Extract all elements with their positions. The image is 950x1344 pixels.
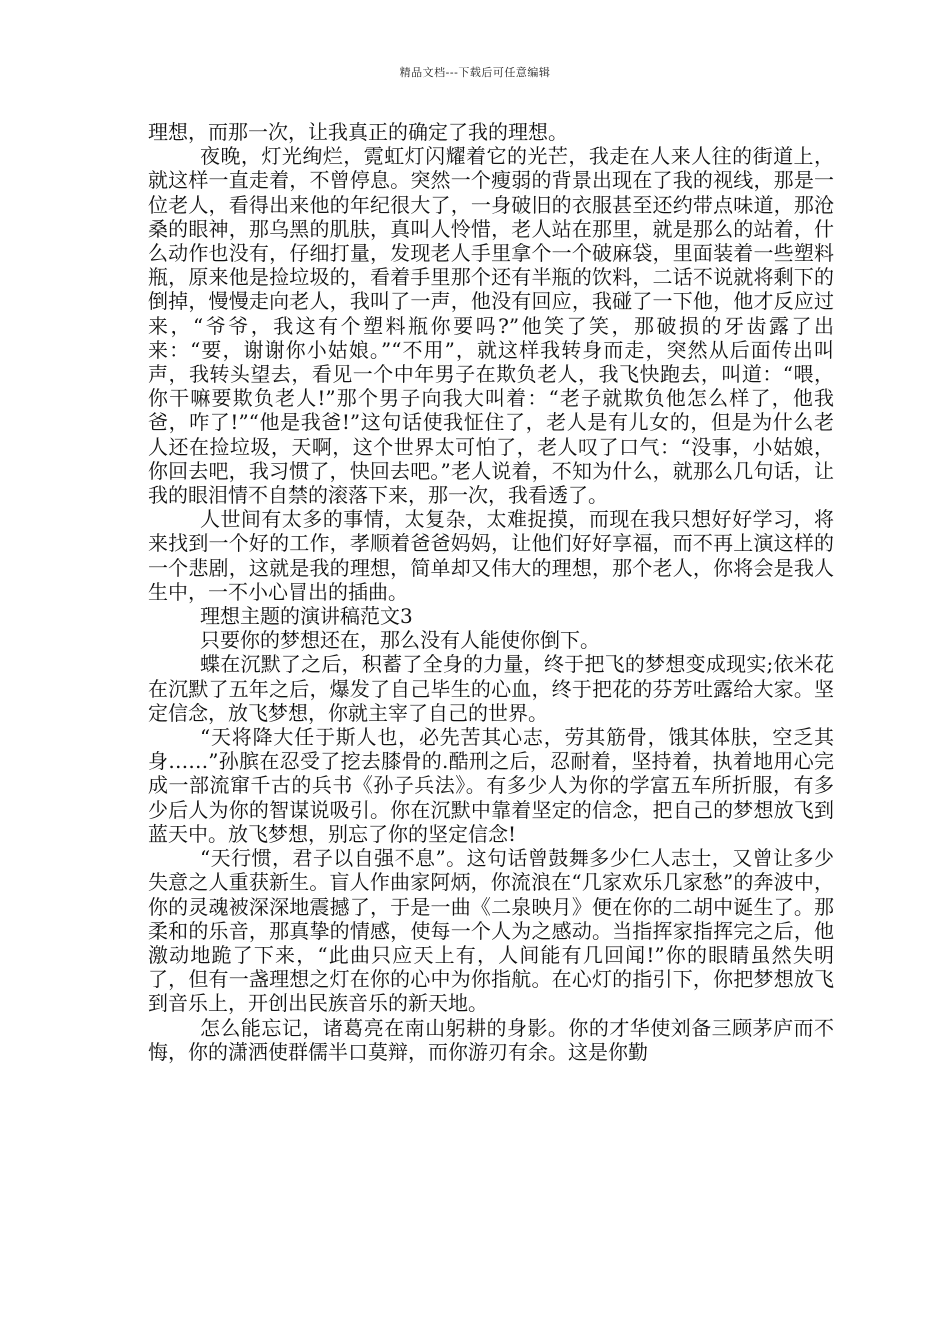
paragraph: “天行惯，君子以自强不息”。这句话曾鼓舞多少仁人志士，又曾让多少失意之人重获新生。盲人作曲家阿炳，你流浪在“几家欢乐几家愁”的奔波中，你的灵魂被深深地震撼了，于是一曲《二泉映月》便在你的二胡中诞生了。那柔和的乐音，那真挚的情感，使每一个人为之感动。当指挥家指挥完之后，他激动地跪了下来，“此曲只应天上有，人间能有几回闻!”你的眼睛虽然失明了，但有一盏理想之灯在你的心中为你指航。在心灯的指引下，你把梦想放飞到音乐上，开创出民族音乐的新天地。 xyxy=(148,846,834,1016)
paragraph: 怎么能忘记，诸葛亮在南山躬耕的身影。你的才华使刘备三顾茅庐而不悔，你的潇洒使群儒半口莫辩，而你游刃有余。这是你勤 xyxy=(148,1015,834,1064)
paragraph: 夜晚，灯光绚烂，霓虹灯闪耀着它的光芒，我走在人来人往的街道上，就这样一直走着，不曾停息。突然一个瘦弱的背景出现在了我的视线，那是一位老人，看得出来他的年纪很大了，一身破旧的衣服甚至还约带点味道，那沧桑的眼神，那乌黑的肌肤，真叫人怜惜，老人站在那里，就是那么的站着，什么动作也没有，仔细打量，发现老人手里拿个一个破麻袋，里面装着一些塑料瓶，原来他是捡垃圾的，看着手里那个还有半瓶的饮料，二话不说就将剩下的倒掉，慢慢走向老人，我叫了一声，他没有回应，我碰了一下他，他才反应过来，“爷爷，我这有个塑料瓶你要吗?”他笑了笑，那破损的牙齿露了出来：“要，谢谢你小姑娘。”“不用”，就这样我转身而走，突然从后面传出叫声，我转头望去，看见一个中年男子在欺负老人，我飞快跑去，叫道：“喂，你干嘛要欺负老人!”那个男子向我大叫着：“老子就欺负他怎么样了，他我爸，咋了!”“他是我爸!”这句话使我怔住了，老人是有儿女的，但是为什么老人还在捡垃圾，天啊，这个世界太可怕了，老人叹了口气：“没事，小姑娘，你回去吧，我习惯了，快回去吧。”老人说着，不知为什么，就那么几句话，让我的眼泪情不自禁的滚落下来，那一次，我看透了。 xyxy=(148,144,834,508)
paragraph: 理想，而那一次，让我真正的确定了我的理想。 xyxy=(148,120,568,144)
section-heading: 理想主题的演讲稿范文3 xyxy=(200,604,413,629)
paragraph: 蝶在沉默了之后，积蓄了全身的力量，终于把飞的梦想变成现实;依米花在沉默了五年之后，爆发了自己毕生的心血，终于把花的芬芳吐露给大家。坚定信念，放飞梦想，你就主宰了自己的世界。 xyxy=(148,652,834,725)
paragraph: 只要你的梦想还在，那么没有人能使你倒下。 xyxy=(200,628,600,653)
document-body xyxy=(148,120,834,1064)
paragraph: 人世间有太多的事情，太复杂，太难捉摸，而现在我只想好好学习，将来找到一个好的工作，孝顺着爸爸妈妈，让他们好好享福，而不再上演这样的一个悲剧，这就是我的理想，简单却又伟大的理想，那个老人，你将会是我人生中，一不小心冒出的插曲。 xyxy=(148,507,834,604)
paragraph: “天将降大任于斯人也，必先苦其心志，劳其筋骨，饿其体肤，空乏其身……”孙膑在忍受了挖去膝骨的.酷刑之后，忍耐着，坚持着，执着地用心完成一部流窜千古的兵书《孙子兵法》。有多少人为你的学富五车所折服，有多少后人为你的智谋说吸引。你在沉默中靠着坚定的信念，把自己的梦想放飞到蓝天中。放飞梦想，别忘了你的坚定信念! xyxy=(148,725,834,846)
page-header: 精品文档---下载后可任意编辑 xyxy=(399,66,551,79)
